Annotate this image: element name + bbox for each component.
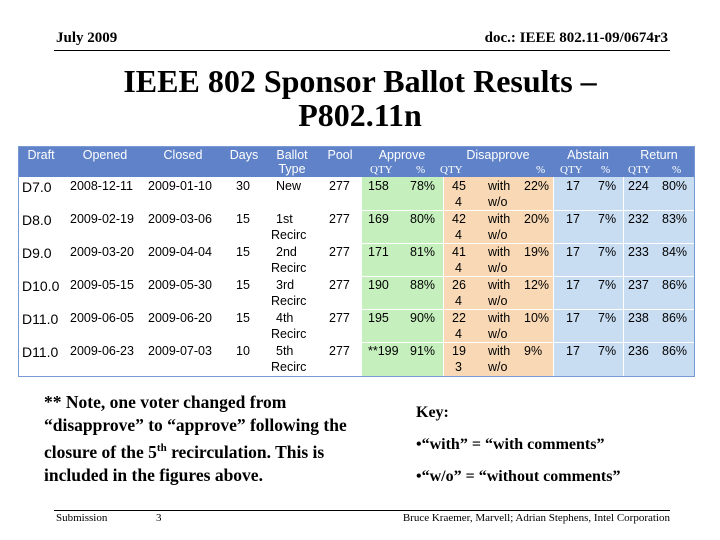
cell-opened: 2009-06-23 (70, 344, 134, 358)
cell-abstain-pct: 7% (598, 278, 617, 292)
header-approve: Approve (378, 148, 426, 162)
cell-closed: 2009-01-10 (148, 179, 212, 193)
cell-disapprove-with: with (488, 278, 511, 292)
cell-draft: D7.0 (22, 179, 52, 195)
cell-abstain-qty: 17 (566, 311, 580, 325)
cell-ballot-type: New (276, 179, 302, 193)
cell-pool: 277 (329, 179, 350, 193)
cell-days: 30 (236, 179, 250, 193)
cell-return-pct: 86% (662, 344, 688, 358)
table-column-divider (623, 177, 624, 377)
cell-abstain-pct: 7% (598, 344, 617, 358)
note-text-part2: recirculation. This is included in the figures above. (44, 441, 325, 485)
cell-abstain-pct: 7% (598, 311, 617, 325)
cell-return-qty: 224 (628, 179, 649, 193)
cell-return-pct: 86% (662, 278, 688, 292)
cell-disapprove-with: with (488, 245, 511, 259)
table-column-divider (220, 177, 221, 377)
slide-title-line1: IEEE 802 Sponsor Ballot Results – (123, 63, 597, 99)
footer-authors: Bruce Kraemer, Marvell; Adrian Stephens, Intel Corporation (402, 512, 670, 524)
cell-disapprove-qty-wo: 4 (455, 294, 462, 308)
table-row-divider (18, 243, 695, 244)
cell-draft: D11.0 (22, 344, 59, 360)
cell-closed: 2009-05-30 (148, 278, 212, 292)
cell-closed: 2009-04-04 (148, 245, 212, 259)
note-superscript: th (156, 442, 167, 454)
cell-ballot-type-line2: Recirc (271, 261, 307, 275)
header-disapprove: Disapprove (466, 148, 530, 162)
subheader-abstain-pct: % (601, 164, 611, 176)
subheader-abstain-qty: QTY (560, 164, 583, 176)
cell-disapprove-with: with (488, 212, 511, 226)
cell-approve-qty: 158 (368, 179, 389, 193)
cell-draft: D11.0 (22, 311, 59, 327)
key-title: Key: (416, 404, 449, 421)
cell-opened: 2009-05-15 (70, 278, 134, 292)
note-text (44, 391, 374, 487)
header-days: Days (229, 148, 259, 162)
cell-disapprove-with: with (488, 311, 511, 325)
cell-disapprove-qty-wo: 4 (455, 228, 462, 242)
cell-return-pct: 80% (662, 179, 688, 193)
cell-approve-qty: **199 (368, 344, 399, 358)
cell-ballot-type-line2: Recirc (271, 360, 307, 374)
cell-return-pct: 86% (662, 311, 688, 325)
subheader-disapprove-qty: QTY (440, 164, 463, 176)
header-pool: Pool (327, 148, 353, 162)
cell-abstain-qty: 17 (566, 245, 580, 259)
cell-disapprove-qty-wo: 4 (455, 261, 462, 275)
cell-return-pct: 84% (662, 245, 688, 259)
table-column-divider (553, 177, 554, 377)
cell-ballot-type-line2: Recirc (271, 294, 307, 308)
table-column-divider (443, 177, 444, 377)
cell-pool: 277 (329, 212, 350, 226)
subheader-disapprove-pct: % (536, 164, 546, 176)
table-row-divider (18, 276, 695, 277)
cell-days: 15 (236, 212, 250, 226)
header-return: Return (640, 148, 678, 162)
cell-closed: 2009-07-03 (148, 344, 212, 358)
note-text-part1: ** Note, one voter changed from “disapprove” to “approve” following the closure of the 5 (44, 392, 347, 462)
cell-disapprove-wo: w/o (488, 261, 508, 275)
header-divider (54, 50, 670, 51)
slide-title-line2: P802.11n (298, 97, 422, 133)
cell-days: 10 (236, 344, 250, 358)
cell-disapprove-pct: 22% (524, 179, 550, 193)
footer-page-number: 3 (156, 512, 162, 524)
cell-disapprove-qty-wo: 4 (455, 327, 462, 341)
subheader-approve-qty: QTY (370, 164, 393, 176)
cell-disapprove-pct: 20% (524, 212, 550, 226)
table-column-divider (64, 177, 65, 377)
cell-disapprove-wo: w/o (488, 360, 508, 374)
table-column-divider (142, 177, 143, 377)
cell-disapprove-qty: 41 (452, 245, 466, 259)
header-date: July 2009 (56, 30, 118, 46)
cell-approve-pct: 80% (410, 212, 436, 226)
cell-disapprove-with: with (488, 344, 511, 358)
cell-opened: 2009-03-20 (70, 245, 134, 259)
cell-return-qty: 236 (628, 344, 649, 358)
cell-abstain-pct: 7% (598, 179, 617, 193)
header-draft: Draft (27, 148, 55, 162)
cell-abstain-qty: 17 (566, 344, 580, 358)
cell-pool: 277 (329, 311, 350, 325)
cell-abstain-pct: 7% (598, 245, 617, 259)
cell-disapprove-qty: 42 (452, 212, 466, 226)
key-without: •“w/o” = “without comments” (416, 468, 621, 485)
cell-disapprove-qty-wo: 3 (455, 360, 462, 374)
subheader-approve-pct: % (416, 164, 426, 176)
cell-approve-pct: 91% (410, 344, 436, 358)
cell-disapprove-pct: 12% (524, 278, 550, 292)
cell-return-qty: 237 (628, 278, 649, 292)
cell-opened: 2009-02-19 (70, 212, 134, 226)
cell-pool: 277 (329, 245, 350, 259)
cell-disapprove-wo: w/o (488, 195, 508, 209)
cell-approve-pct: 78% (410, 179, 436, 193)
cell-closed: 2009-03-06 (148, 212, 212, 226)
footer-submission: Submission (56, 512, 108, 524)
cell-abstain-qty: 17 (566, 179, 580, 193)
cell-return-qty: 232 (628, 212, 649, 226)
header-closed: Closed (163, 148, 203, 162)
cell-ballot-type: 2nd (276, 245, 297, 259)
cell-disapprove-qty: 19 (452, 344, 466, 358)
table-column-divider (320, 177, 321, 377)
header-ballot-type-line2: Type (278, 162, 306, 176)
cell-opened: 2008-12-11 (70, 179, 134, 193)
cell-return-qty: 238 (628, 311, 649, 325)
cell-approve-pct: 81% (410, 245, 436, 259)
subheader-return-qty: QTY (628, 164, 651, 176)
cell-approve-pct: 90% (410, 311, 436, 325)
table-column-divider (264, 177, 265, 377)
cell-ballot-type: 3rd (276, 278, 295, 292)
table-row-divider (18, 210, 695, 211)
cell-approve-pct: 88% (410, 278, 436, 292)
header-abstain: Abstain (567, 148, 609, 162)
ballot-results-table (18, 146, 695, 377)
header-opened: Opened (82, 148, 128, 162)
header-ballot-type: Ballot (276, 148, 308, 162)
table-row-divider (18, 309, 695, 310)
cell-disapprove-qty: 45 (452, 179, 466, 193)
cell-disapprove-pct: 10% (524, 311, 550, 325)
cell-disapprove-wo: w/o (488, 294, 508, 308)
cell-abstain-qty: 17 (566, 278, 580, 292)
cell-disapprove-pct: 19% (524, 245, 550, 259)
cell-opened: 2009-06-05 (70, 311, 134, 325)
cell-approve-qty: 195 (368, 311, 389, 325)
cell-ballot-type: 1st (276, 212, 293, 226)
cell-pool: 277 (329, 278, 350, 292)
cell-approve-qty: 190 (368, 278, 389, 292)
table-row-divider (18, 342, 695, 343)
cell-draft: D9.0 (22, 245, 52, 261)
cell-disapprove-qty: 22 (452, 311, 466, 325)
cell-closed: 2009-06-20 (148, 311, 212, 325)
key-with: •“with” = “with comments” (416, 436, 605, 453)
cell-approve-qty: 171 (368, 245, 389, 259)
cell-disapprove-qty-wo: 4 (455, 195, 462, 209)
cell-ballot-type-line2: Recirc (271, 228, 307, 242)
cell-days: 15 (236, 311, 250, 325)
cell-abstain-qty: 17 (566, 212, 580, 226)
cell-disapprove-pct: 9% (524, 344, 543, 358)
cell-ballot-type: 4th (276, 311, 294, 325)
cell-disapprove-with: with (488, 179, 511, 193)
cell-ballot-type: 5th (276, 344, 294, 358)
cell-approve-qty: 169 (368, 212, 389, 226)
cell-return-pct: 83% (662, 212, 688, 226)
footer-divider (54, 510, 670, 511)
header-doc-id: doc.: IEEE 802.11-09/0674r3 (484, 30, 668, 46)
cell-days: 15 (236, 245, 250, 259)
cell-return-qty: 233 (628, 245, 649, 259)
cell-disapprove-wo: w/o (488, 228, 508, 242)
cell-disapprove-qty: 26 (452, 278, 466, 292)
cell-draft: D8.0 (22, 212, 52, 228)
subheader-return-pct: % (672, 164, 682, 176)
cell-draft: D10.0 (22, 278, 60, 294)
cell-abstain-pct: 7% (598, 212, 617, 226)
cell-ballot-type-line2: Recirc (271, 327, 307, 341)
cell-days: 15 (236, 278, 250, 292)
cell-pool: 277 (329, 344, 350, 358)
cell-disapprove-wo: w/o (488, 327, 508, 341)
table-column-divider (361, 177, 362, 377)
